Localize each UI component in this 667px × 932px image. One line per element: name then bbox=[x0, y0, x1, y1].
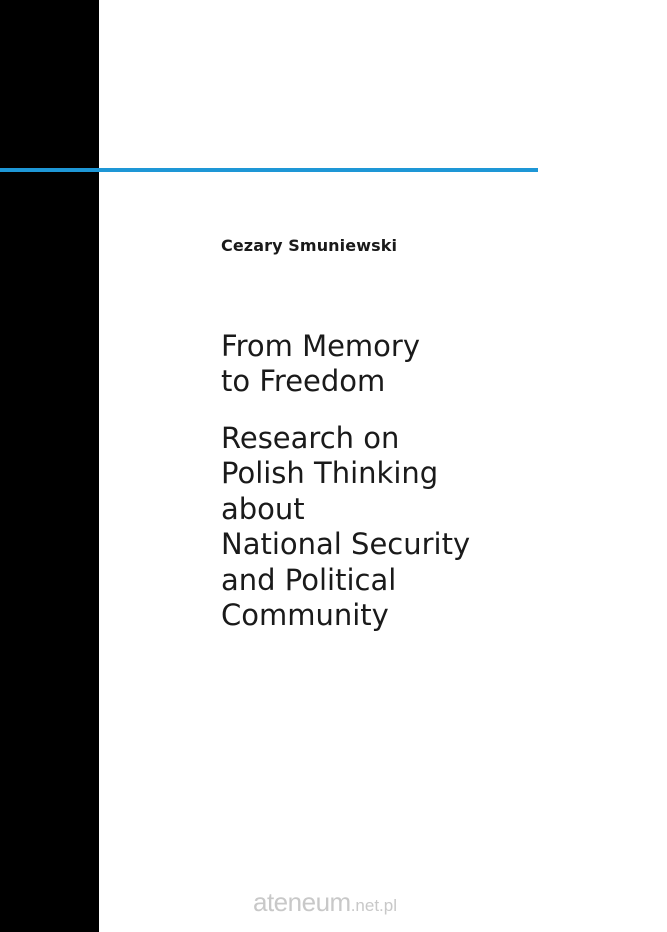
book-subtitle-line: Polish Thinking bbox=[221, 456, 439, 491]
book-subtitle-line: National Security bbox=[221, 527, 471, 562]
book-subtitle-line: Research on bbox=[221, 421, 400, 455]
watermark bbox=[253, 887, 397, 918]
cover-spine-bar bbox=[0, 0, 99, 932]
book-subtitle-line: and Political bbox=[221, 562, 397, 597]
book-subtitle-line: about bbox=[221, 491, 305, 526]
book-subtitle bbox=[221, 421, 641, 633]
title-rule-line bbox=[0, 168, 538, 172]
book-title bbox=[221, 329, 641, 399]
watermark-domain: .net.pl bbox=[350, 896, 397, 915]
book-title-line: From Memory bbox=[221, 329, 421, 363]
book-title-line: to Freedom bbox=[221, 364, 386, 398]
author-name: Cezary Smuniewski bbox=[221, 236, 398, 255]
book-subtitle-line: Community bbox=[221, 598, 389, 633]
watermark-main: ateneum bbox=[253, 887, 351, 917]
